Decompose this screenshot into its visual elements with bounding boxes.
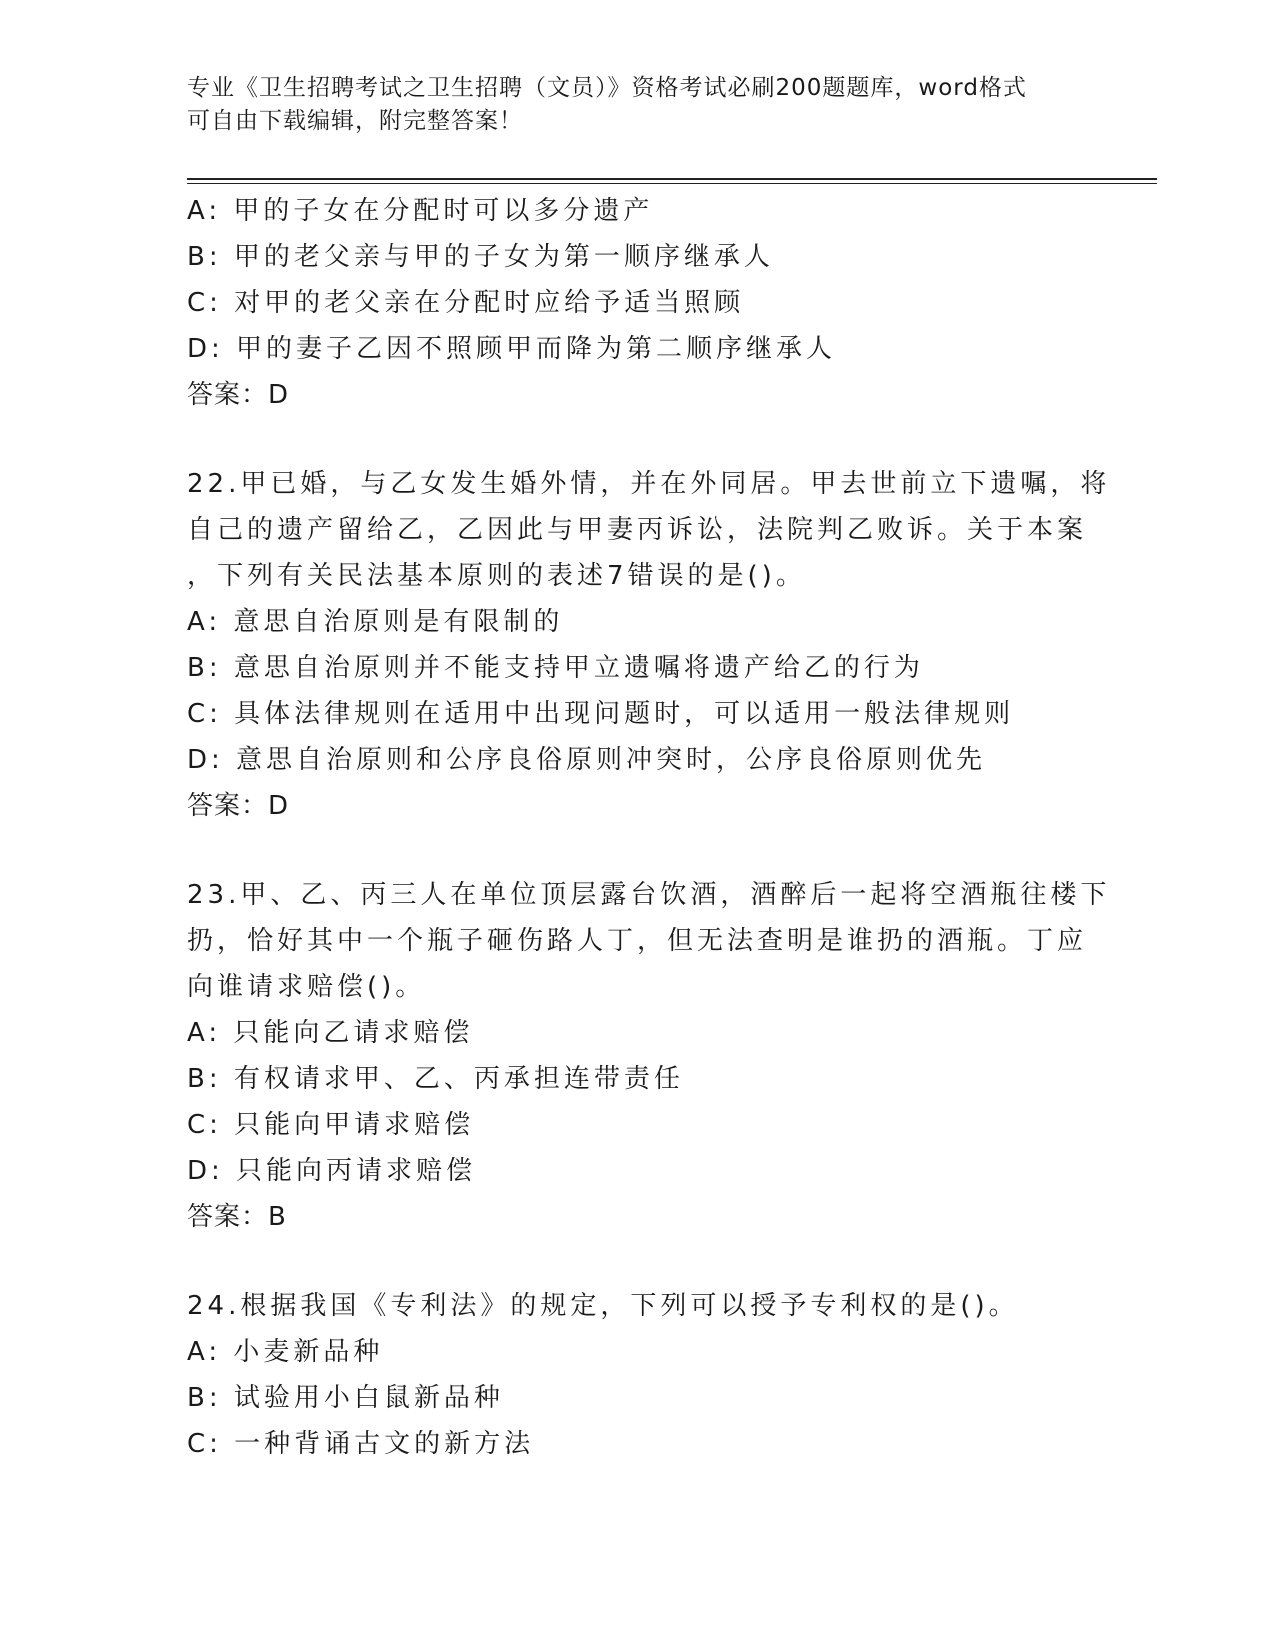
q22-option-c: C: 具体法律规则在适用中出现问题时，可以适用一般法律规则 <box>187 699 1015 729</box>
q22-stem-line-3: ，下列有关民法基本原则的表述7错误的是()。 <box>187 561 806 591</box>
question-21-options <box>187 188 1087 418</box>
q23-option-a: A: 只能向乙请求赔偿 <box>187 1018 474 1048</box>
q24-option-c: C: 一种背诵古文的新方法 <box>187 1429 535 1459</box>
header-line-2: 可自由下载编辑，附完整答案！ <box>187 108 523 134</box>
q22-option-d: D: 意思自治原则和公序良俗原则冲突时，公序良俗原则优先 <box>187 745 987 775</box>
q23-stem-line-1: 23.甲、乙、丙三人在单位顶层露台饮酒，酒醉后一起将空酒瓶往楼下 <box>187 880 1111 910</box>
header-line-1: 专业《卫生招聘考试之卫生招聘（文员）》资格考试必刷200题题库，word格式 <box>187 75 1027 101</box>
q21-option-a: A: 甲的子女在分配时可以多分遗产 <box>187 196 654 226</box>
q24-stem-line-1: 24.根据我国《专利法》的规定，下列可以授予专利权的是()。 <box>187 1291 1019 1321</box>
q22-option-b: B: 意思自治原则并不能支持甲立遗嘱将遗产给乙的行为 <box>187 653 924 683</box>
q21-option-d: D: 甲的妻子乙因不照顾甲而降为第二顺序继承人 <box>187 334 837 364</box>
document-body <box>187 188 1111 1467</box>
question-22 <box>187 461 1111 829</box>
q22-stem-line-1: 22.甲已婚，与乙女发生婚外情，并在外同居。甲去世前立下遗嘱，将 <box>187 469 1111 499</box>
q24-option-a: A: 小麦新品种 <box>187 1337 384 1367</box>
q21-option-b: B: 甲的老父亲与甲的子女为第一顺序继承人 <box>187 242 774 272</box>
q21-option-c: C: 对甲的老父亲在分配时应给予适当照顾 <box>187 288 745 318</box>
q23-answer: 答案：B <box>187 1202 287 1232</box>
header-divider <box>187 178 1157 184</box>
q23-option-b: B: 有权请求甲、乙、丙承担连带责任 <box>187 1064 684 1094</box>
q23-stem-line-2: 扔，恰好其中一个瓶子砸伤路人丁，但无法查明是谁扔的酒瓶。丁应 <box>187 926 1088 956</box>
q23-stem-line-3: 向谁请求赔偿()。 <box>187 972 426 1002</box>
q24-option-b: B: 试验用小白鼠新品种 <box>187 1383 504 1413</box>
q22-answer: 答案：D <box>187 791 290 821</box>
q22-stem-line-2: 自己的遗产留给乙，乙因此与甲妻丙诉讼，法院判乙败诉。关于本案 <box>187 515 1088 545</box>
question-23 <box>187 872 1111 1240</box>
document-header <box>187 72 1067 138</box>
q23-option-d: D: 只能向丙请求赔偿 <box>187 1156 477 1186</box>
q23-option-c: C: 只能向甲请求赔偿 <box>187 1110 475 1140</box>
q21-answer: 答案：D <box>187 380 290 410</box>
q22-option-a: A: 意思自治原则是有限制的 <box>187 607 564 637</box>
question-24 <box>187 1283 1087 1467</box>
